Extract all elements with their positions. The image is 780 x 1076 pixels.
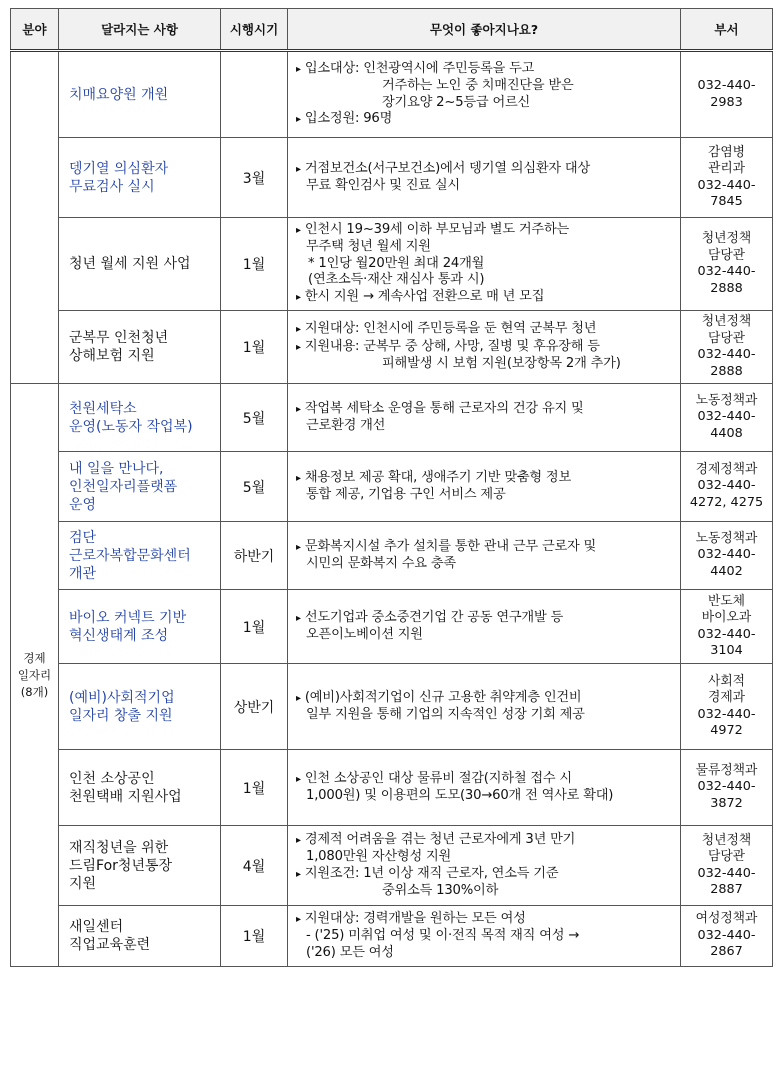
category-cell	[11, 384, 59, 967]
dept-cell	[681, 906, 773, 967]
dept-cell	[681, 664, 773, 750]
item-line: 인천일자리플랫폼	[69, 478, 178, 495]
dept-line: 2867	[710, 944, 743, 960]
dept-cell	[681, 218, 773, 311]
benefit-line: ▸ 선도기업과 중소중견기업 간 공동 연구개발 등	[296, 610, 675, 628]
benefit-line: 중위소득 130%이하	[382, 883, 499, 898]
benefit-cell	[288, 522, 681, 590]
benefit-cell	[288, 311, 681, 384]
item-line: 운영(노동자 작업복)	[69, 418, 193, 435]
dept-cell	[681, 750, 773, 826]
item-line: 지원	[69, 875, 97, 892]
dept-line: 032-440-	[697, 409, 756, 425]
category-line: 일자리	[17, 667, 52, 682]
table-row	[11, 906, 773, 967]
benefit-cell	[288, 826, 681, 906]
benefit-cell	[288, 384, 681, 452]
benefit-cell	[288, 906, 681, 967]
dept-line: 2888	[710, 363, 743, 379]
benefit-line: ▸ 지원조건: 1년 이상 재직 근로자, 연소득 기준	[296, 866, 675, 884]
header-dept: 부서	[681, 9, 773, 51]
item-line: 운영	[69, 496, 97, 513]
table-body	[11, 51, 773, 967]
dept-line: 032-440-	[697, 547, 756, 563]
item-cell	[59, 522, 221, 590]
item-cell	[59, 384, 221, 452]
item-cell	[59, 906, 221, 967]
dept-line: 바이오과	[701, 610, 752, 625]
item-cell	[59, 218, 221, 311]
dept-line: 물류정책과	[695, 762, 758, 778]
period-cell: 3월	[221, 138, 288, 218]
dept-line: 4402	[710, 563, 743, 579]
dept-line: 경제정책과	[695, 461, 758, 477]
dept-line: 032-440-	[697, 78, 756, 93]
item-line: 내 일을 만나다,	[69, 460, 164, 477]
benefit-line: ▸ 거점보건소(서구보건소)에서 뎅기열 의심환자 대상	[296, 161, 675, 179]
item-line: 바이오 커넥트 기반	[69, 609, 187, 626]
category-cell	[11, 51, 59, 384]
header-period: 시행시기	[221, 9, 288, 51]
benefit-line: ▸ 채용정보 제공 확대, 생애주기 기반 맞춤형 정보	[296, 470, 675, 488]
item-line: 군복무 인천청년	[69, 330, 169, 346]
dept-cell	[681, 590, 773, 664]
dept-line: 4972	[710, 723, 743, 738]
dept-line: 감염병	[707, 144, 746, 160]
item-line: 치매요양원 개원	[69, 86, 169, 103]
benefit-line: 장기요양 2~5등급 어르신	[382, 94, 531, 110]
benefit-line: ▸ (예비)사회적기업이 신규 고용한 취약계층 인건비	[296, 690, 675, 708]
benefit-line: 오픈이노베이션 지원	[306, 627, 423, 642]
item-line: 천원택배 지원사업	[69, 788, 182, 805]
table-row	[11, 590, 773, 664]
dept-cell	[681, 384, 773, 452]
item-line: 재직청년을 위한	[69, 839, 169, 856]
dept-line: 2887	[710, 882, 743, 897]
item-line: 청년 월세 지원 사업	[69, 256, 191, 272]
table-row	[11, 664, 773, 750]
item-line: 근로자복합문화센터	[69, 547, 191, 564]
benefit-line: ▸ 지원대상: 경력개발을 원하는 모든 여성	[296, 911, 675, 929]
item-line: 혁신생태계 조성	[69, 627, 169, 644]
item-cell	[59, 452, 221, 522]
item-line: 무료검사 실시	[69, 178, 155, 195]
benefit-line: ▸ 경제적 어려움을 겪는 청년 근로자에게 3년 만기	[296, 832, 675, 850]
dept-line: 3104	[710, 643, 743, 658]
benefit-line: 시민의 문화복지 수요 충족	[306, 556, 456, 571]
period-cell: 4월	[221, 826, 288, 906]
benefit-line: 1,080만원 자산형성 지원	[306, 849, 452, 864]
period-cell: 하반기	[221, 522, 288, 590]
table-row	[11, 452, 773, 522]
item-line: 일자리 창출 지원	[69, 707, 173, 724]
benefit-cell	[288, 51, 681, 138]
benefit-line: 1,000원) 및 이용편의 도모(30→60개 전 역사로 확대)	[306, 788, 614, 803]
benefit-line: ▸ 문화복지시설 추가 설치를 통한 관내 근무 근로자 및	[296, 539, 675, 557]
table-row	[11, 522, 773, 590]
dept-line: 7845	[710, 194, 743, 209]
dept-line: 사회적	[707, 673, 746, 689]
table-row	[11, 750, 773, 826]
benefit-cell	[288, 138, 681, 218]
item-line: 인천 소상공인	[69, 770, 155, 787]
benefit-line: ('26) 모든 여성	[306, 944, 394, 960]
table-header-row	[11, 9, 773, 51]
dept-line: 청년정책	[701, 832, 752, 848]
dept-line: 032-440-	[697, 264, 756, 279]
benefit-cell	[288, 452, 681, 522]
benefit-line: ▸ 작업복 세탁소 운영을 통해 근로자의 건강 유지 및	[296, 401, 675, 419]
benefit-line: ▸ 입소대상: 인천광역시에 주민등록을 두고	[296, 61, 675, 79]
dept-line: 노동정책과	[695, 530, 758, 546]
policy-table	[10, 8, 773, 967]
dept-line: 3872	[710, 795, 743, 811]
benefit-cell	[288, 590, 681, 664]
benefit-line: ▸ 지원내용: 군복무 중 상해, 사망, 질병 및 후유장해 등	[296, 339, 675, 357]
category-line: 경제	[23, 650, 46, 665]
dept-line: 관리과	[707, 161, 746, 176]
item-line: 직업교육훈련	[69, 937, 151, 953]
benefit-line: (연초소득·재산 재심사 통과 시)	[308, 272, 485, 288]
dept-line: 2983	[710, 94, 743, 110]
benefit-line: 무료 확인검사 및 진료 실시	[306, 178, 460, 193]
item-line: 상해보험 지원	[69, 348, 155, 364]
item-line: 천원세탁소	[69, 400, 137, 417]
benefit-line: 피해발생 시 보험 지원(보장항목 2개 추가)	[382, 356, 621, 372]
dept-cell	[681, 138, 773, 218]
dept-line: 2888	[710, 280, 743, 296]
period-cell: 1월	[221, 750, 288, 826]
benefit-line: ▸ 한시 지원 → 계속사업 전환으로 매 년 모집	[296, 289, 675, 307]
benefit-line: - ('25) 미취업 여성 및 이·전직 목적 재직 여성 →	[306, 928, 580, 944]
item-line: (예비)사회적기업	[69, 689, 175, 706]
item-cell	[59, 311, 221, 384]
item-cell	[59, 138, 221, 218]
item-line: 검단	[69, 529, 97, 546]
table-row	[11, 384, 773, 452]
dept-line: 담당관	[707, 330, 746, 346]
period-cell: 상반기	[221, 664, 288, 750]
item-cell	[59, 826, 221, 906]
dept-cell	[681, 826, 773, 906]
period-cell: 1월	[221, 311, 288, 384]
dept-cell	[681, 51, 773, 138]
table-row	[11, 218, 773, 311]
benefit-line: ▸ 입소정원: 96명	[296, 111, 675, 129]
dept-line: 4408	[710, 425, 743, 441]
dept-cell	[681, 522, 773, 590]
benefit-cell	[288, 750, 681, 826]
period-cell: 1월	[221, 590, 288, 664]
item-cell	[59, 51, 221, 138]
table-row	[11, 826, 773, 906]
period-cell: 5월	[221, 452, 288, 522]
period-cell: 5월	[221, 384, 288, 452]
table-row	[11, 51, 773, 138]
item-cell	[59, 750, 221, 826]
dept-line: 담당관	[707, 247, 746, 263]
dept-line: 032-440-	[697, 927, 756, 943]
table-row	[11, 138, 773, 218]
header-category: 분야	[11, 9, 59, 51]
dept-line: 032-440-	[697, 626, 756, 642]
period-cell: 1월	[221, 218, 288, 311]
benefit-line: ▸ 지원대상: 인천시에 주민등록을 둔 현역 군복무 청년	[296, 321, 675, 339]
dept-line: 032-440-	[697, 865, 756, 881]
dept-line: 여성정책과	[695, 911, 758, 927]
benefit-line: 통합 제공, 기업용 구인 서비스 제공	[306, 487, 506, 502]
item-line: 뎅기열 의심환자	[69, 160, 169, 177]
benefit-line: * 1인당 월20만원 최대 24개월	[308, 255, 485, 271]
dept-line: 032-440-	[697, 706, 756, 722]
item-line: 개관	[69, 565, 97, 582]
benefit-line: ▸ 인천 소상공인 대상 물류비 절감(지하철 접수 시	[296, 771, 675, 789]
table-row	[11, 311, 773, 384]
benefit-line: ▸ 인천시 19~39세 이하 부모님과 별도 거주하는	[296, 222, 675, 240]
dept-line: 노동정책과	[695, 392, 758, 408]
dept-cell	[681, 452, 773, 522]
dept-line: 반도체	[707, 593, 746, 609]
item-line: 새일센터	[69, 919, 124, 935]
dept-line: 경제과	[707, 690, 746, 705]
benefit-cell	[288, 218, 681, 311]
benefit-line: 무주택 청년 월세 지원	[306, 239, 431, 255]
dept-line: 청년정책	[701, 314, 752, 329]
dept-cell	[681, 311, 773, 384]
benefit-cell	[288, 664, 681, 750]
item-line: 드림For청년통장	[69, 857, 173, 874]
dept-line: 담당관	[707, 849, 746, 864]
dept-line: 032-440-	[697, 779, 756, 795]
dept-line: 032-440-	[697, 478, 756, 494]
dept-line: 청년정책	[701, 231, 752, 246]
period-cell: 1월	[221, 906, 288, 967]
item-cell	[59, 664, 221, 750]
dept-line: 4272, 4275	[689, 494, 764, 510]
dept-line: 032-440-	[697, 177, 756, 193]
category-line: (8개)	[20, 684, 49, 699]
benefit-line: 거주하는 노인 중 치매진단을 받은	[382, 78, 574, 93]
benefit-line: 일부 지원을 통해 기업의 지속적인 성장 기회 제공	[306, 707, 585, 722]
period-cell	[221, 51, 288, 138]
header-benefit: 무엇이 좋아지나요?	[288, 9, 681, 51]
benefit-line: 근로환경 개선	[306, 418, 386, 433]
dept-line: 032-440-	[697, 347, 756, 362]
item-cell	[59, 590, 221, 664]
header-item: 달라지는 사항	[59, 9, 221, 51]
